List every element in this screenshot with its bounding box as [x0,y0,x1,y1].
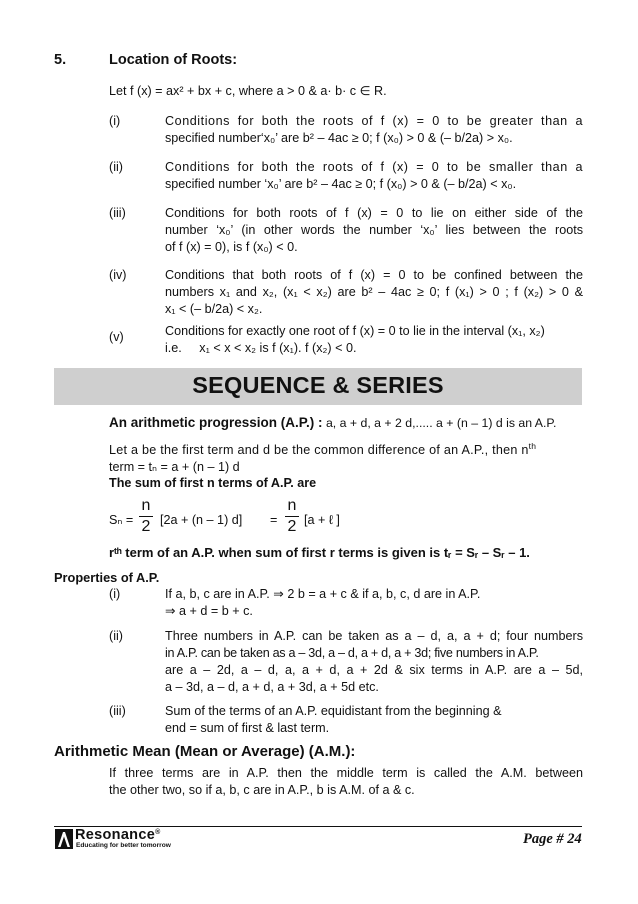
item-line: If a, b, c are in A.P. ⇒ 2 b = a + c & if a, b, c, d are in A.P. [165,587,481,601]
ap-heading: An arithmetic progression (A.P.) : [109,415,323,430]
sn-label: Sₙ = [109,513,134,527]
item-line: Sum of the terms of an A.P. equidistant from the beginning & [165,704,502,718]
item-line: specified number ‘x₀’ are b² – 4ac ≥ 0; f (x₀) > 0 & (– b/2a) < x₀. [165,177,517,191]
ap-line1 [109,442,583,459]
item-line: ⇒ a + d = b + c. [165,604,253,618]
fraction-numerator: n [287,497,297,514]
footer-tagline: Educating for better tomorrow [76,842,171,849]
fraction [285,497,299,536]
item-line: specified number‘x₀’ are b² – 4ac ≥ 0; f (x₀) > 0 & (– b/2a) > x₀. [165,131,513,145]
rth-term-line: rᵗʰ term of an A.P. when sum of first r terms is given is tᵣ = Sᵣ – Sᵣ – 1. [109,545,530,560]
properties-heading: Properties of A.P. [54,570,160,585]
item-line: x₁ < (– b/2a) < x₂. [165,302,263,316]
ap-line2: term = tₙ = a + (n – 1) d [109,460,240,474]
item-line: number ‘x₀’ (in other words the number ‘x₀’ lies between the roots [165,223,583,237]
sum-heading: The sum of first n terms of A.P. are [109,476,317,490]
item-line: Conditions for both the roots of f (x) = 0 to be greater than a [165,114,583,128]
am-heading: Arithmetic Mean (Mean or Average) (A.M.): [54,743,356,760]
item-label: (iii) [109,206,126,220]
item-line: Conditions for exactly one root of f (x) = 0 to lie in the interval (x₁, x₂) [165,324,545,338]
item-line: i.e. x₁ < x < x₂ is f (x₁). f (x₂) < 0. [165,341,357,355]
item-label: (i) [109,587,121,601]
section-intro: Let f (x) = ax² + bx + c, where a > 0 & a· b· c ∈ R. [109,84,387,98]
section-title: Location of Roots: [109,52,238,68]
equals-sign: = [270,513,278,527]
ap-heading-rest: a, a + d, a + 2 d,..... a + (n – 1) d is an A.P. [322,416,557,430]
item-line: Conditions for both roots of f (x) = 0 to lie on either side of the [165,206,583,220]
sn-expression-2: [a + ℓ ] [304,513,340,527]
fraction-denominator: 2 [287,518,297,535]
item-line: Conditions that both roots of f (x) = 0 to be confined between the [165,268,583,282]
item-label: (ii) [109,160,123,174]
item-line: in A.P. can be taken as a – 3d, a – d, a + d, a + 3d; five numbers in A.P. [165,646,539,660]
item-label: (iii) [109,704,126,718]
ap-definition [109,415,556,430]
page-number: Page # 24 [523,831,582,847]
am-line: If three terms are in A.P. then the middle term is called the A.M. between [109,766,583,780]
footer-brand [75,827,161,843]
section-number: 5. [54,52,67,68]
section-banner [54,368,582,405]
item-label: (iv) [109,268,127,282]
item-label: (ii) [109,629,123,643]
banner-title: SEQUENCE & SERIES [192,372,444,398]
item-label: (v) [109,330,124,344]
item-label: (i) [109,114,121,128]
item-line: a – 3d, a – d, a + d, a + 3d, a + 5d etc. [165,680,379,694]
item-line: are a – 2d, a – d, a, a + d, a + 2d & six terms in A.P. are a – 5d, [165,663,583,677]
ap-line1-text: Let a be the first term and d be the common difference of an A.P., then n [109,443,529,457]
am-line: the other two, so if a, b, c are in A.P., b is A.M. of a & c. [109,783,415,797]
item-line: Conditions for both the roots of f (x) = 0 to be smaller than a [165,160,583,174]
sn-expression-1: [2a + (n – 1) d] [160,513,243,527]
item-line: numbers x₁ and x₂, (x₁ < x₂) are b² – 4ac ≥ 0; f (x₁) > 0 ; f (x₂) > 0 & [165,285,583,299]
fraction-denominator: 2 [141,518,151,535]
item-line: end = sum of first & last term. [165,721,330,735]
fraction [139,497,153,536]
item-line: Three numbers in A.P. can be taken as a – d, a, a + d; four numbers [165,629,583,643]
ap-line1-sup: th [528,441,537,451]
registered-mark: ® [155,829,161,836]
item-line: of f (x) = 0), is f (x₀) < 0. [165,240,298,254]
fraction-numerator: n [141,497,151,514]
brand-name: Resonance [75,827,156,843]
resonance-logo-icon [55,829,73,849]
